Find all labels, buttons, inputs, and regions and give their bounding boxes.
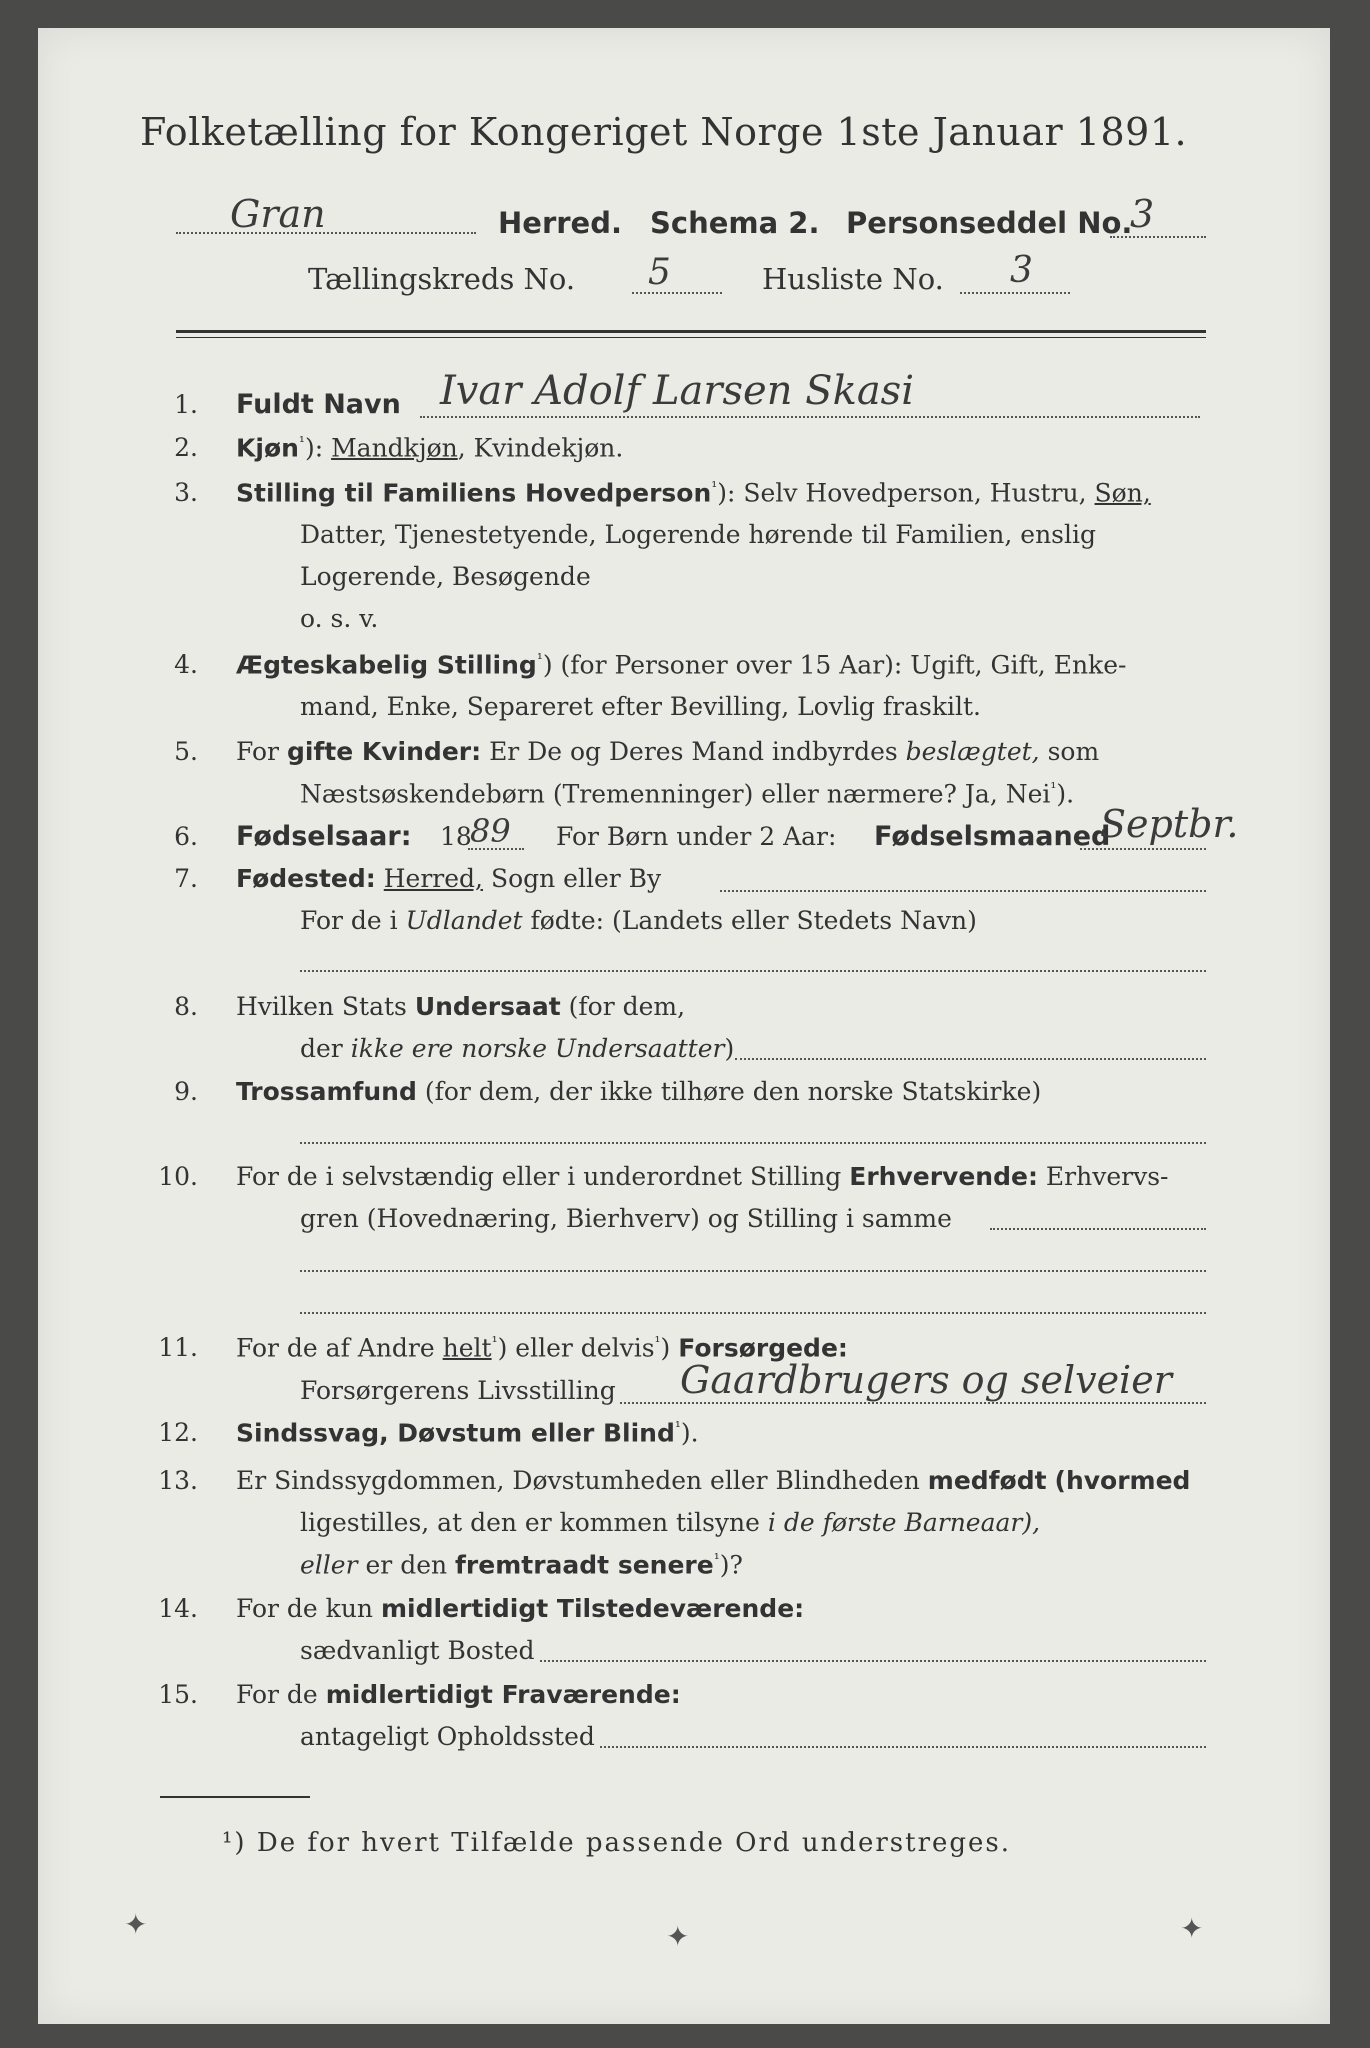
- q9-label: Trossamfund: [236, 1077, 417, 1106]
- q15-line1: [236, 1680, 681, 1709]
- q15-number: 15.: [158, 1680, 198, 1709]
- q12-number: 12.: [158, 1418, 198, 1447]
- q7-text: Sogn eller By: [490, 864, 662, 893]
- q1-name-value: Ivar Adolf Larsen Skasi: [440, 368, 914, 414]
- registration-mark-center: ✦: [666, 1920, 690, 1953]
- q11-sup2: ¹: [654, 1333, 661, 1351]
- herred-label: Herred.: [498, 206, 622, 240]
- q5-line2-text: Næstsøskendebørn (Tremenninger) eller nærmere? Ja, Nei: [300, 779, 1051, 809]
- q5-number: 5.: [174, 737, 198, 766]
- q8-line2: der ikke ere norske Undersaatter): [300, 1034, 735, 1063]
- q7-selected: Herred,: [383, 864, 483, 893]
- q3-line3: Logerende, Besøgende: [300, 562, 591, 591]
- personseddel-value: 3: [1130, 192, 1155, 236]
- header-rule: [176, 330, 1206, 333]
- q2-label: Kjøn: [236, 433, 299, 463]
- q10-number: 10.: [158, 1162, 198, 1191]
- q5-italic: beslægtet,: [905, 737, 1040, 766]
- q4-line2: mand, Enke, Separeret efter Bevilling, Lovlig fraskilt.: [300, 692, 981, 721]
- q6-month-value: Septbr.: [1100, 802, 1239, 846]
- q9-line1: [236, 1077, 1041, 1106]
- q13-line3-italic: eller: [300, 1550, 358, 1580]
- q7-number: 7.: [174, 864, 198, 893]
- q13-line3-a: er den: [365, 1550, 448, 1580]
- q15-text: For de: [236, 1680, 318, 1709]
- footnote-rule: [160, 1796, 310, 1798]
- census-form-page: [38, 28, 1330, 2024]
- q14-line2: sædvanligt Bosted: [300, 1636, 535, 1665]
- q5-text: Er De og Deres Mand indbyrdes: [489, 737, 898, 766]
- q2-sup: ¹: [298, 433, 305, 451]
- q12-label: Sindssvag, Døvstum eller Blind: [236, 1418, 675, 1448]
- footnote-mark: ¹): [222, 1828, 247, 1858]
- q14-label: midlertidigt Tilstedeværende:: [380, 1594, 805, 1623]
- q10-text: For de i selvstændig eller i underordnet Stilling: [236, 1162, 842, 1191]
- q11-text: For de af Andre: [236, 1333, 435, 1363]
- q2-option-other: , Kvindekjøn.: [457, 433, 624, 463]
- q13-line3: eller er den fremtraadt senere$^{^1}$)?: [300, 1550, 743, 1580]
- q13-text: Er Sindssygdommen, Døvstumheden eller Blindheden: [236, 1466, 920, 1495]
- q1-number: 1.: [174, 390, 198, 419]
- q3-number: 3.: [174, 478, 198, 507]
- q10-line2: gren (Hovednæring, Bierhverv) og Stilling i samme: [300, 1204, 952, 1233]
- footnote-text: De for hvert Tilfælde passende Ord understreges.: [256, 1828, 1012, 1858]
- q10-text-b: Erhvervs-: [1045, 1162, 1169, 1191]
- q5-text-b: som: [1047, 737, 1100, 766]
- q13-sup: ¹: [713, 1550, 720, 1568]
- q2-line: Kjøn$^{^1}$): Mandkjøn, Kvindekjøn.: [236, 433, 624, 463]
- q11-selected: helt: [442, 1333, 492, 1363]
- q7-label: Fødested:: [236, 864, 376, 893]
- registration-mark-right: ✦: [1180, 1912, 1204, 1945]
- q11-line2: Forsørgerens Livsstilling: [300, 1376, 616, 1405]
- q6-mid-text: For Børn under 2 Aar:: [556, 822, 837, 851]
- q14-number: 14.: [158, 1594, 198, 1623]
- q6-year-prefix: 18: [440, 822, 472, 851]
- q3-sup: ¹: [711, 478, 718, 496]
- form-title: Folketælling for Kongeriget Norge 1ste Januar 1891.: [140, 110, 1188, 154]
- q6-label: Fødselsaar:: [236, 821, 412, 852]
- q8-label: Undersaat: [414, 992, 561, 1021]
- q11-sup: ¹: [491, 1333, 498, 1351]
- taellingskreds-value: 5: [648, 252, 671, 293]
- q8-line1: [236, 992, 685, 1021]
- personseddel-label: Personseddel No.: [846, 206, 1133, 240]
- q3-text: ): Selv Hovedperson, Hustru,: [717, 478, 1087, 508]
- q2-option-selected: Mandkjøn: [331, 433, 458, 463]
- q1-label: Fuldt Navn: [236, 389, 401, 420]
- q5-pre: For: [236, 737, 279, 766]
- q14-line1: [236, 1594, 804, 1623]
- q2-number: 2.: [174, 433, 198, 462]
- q5-label: gifte Kvinder:: [286, 737, 482, 766]
- q4-sup: ¹: [536, 650, 543, 668]
- q4-text: ) (for Personer over 15 Aar): Ugift, Gift, Enke-: [542, 650, 1127, 680]
- q11-number: 11.: [158, 1333, 198, 1362]
- schema-label: Schema 2.: [650, 206, 820, 240]
- q3-line1: [236, 478, 1151, 507]
- q13-number: 13.: [158, 1466, 198, 1495]
- q11-text-b: ) eller delvis: [497, 1333, 655, 1363]
- q13-line3-label: fremtraadt senere: [455, 1550, 714, 1580]
- q4-line1: [236, 650, 1126, 679]
- husliste-label: Husliste No.: [762, 262, 944, 296]
- q5-line1: [236, 737, 1099, 766]
- q15-label: midlertidigt Fraværende:: [325, 1680, 681, 1709]
- q10-label: Erhvervende:: [849, 1162, 1038, 1191]
- footnote: [222, 1828, 1011, 1858]
- header-rule-thin: [176, 337, 1206, 338]
- q13-label: medfødt: [927, 1466, 1047, 1495]
- husliste-value: 3: [1010, 250, 1033, 291]
- q7-line2-b: fødte: (Landets eller Stedets Navn): [530, 906, 977, 935]
- q13-line2: [300, 1508, 1040, 1537]
- q9-text: (for dem, der ikke tilhøre den norske Statskirke): [424, 1077, 1042, 1106]
- q6-year-value: 89: [470, 812, 511, 850]
- q3-line4: o. s. v.: [300, 604, 379, 633]
- q12-line1: Sindssvag, Døvstum eller Blind$^{^1}$).: [236, 1418, 699, 1448]
- q13-text-b: (hvormed: [1054, 1466, 1191, 1495]
- q8-number: 8.: [174, 992, 198, 1021]
- q5-line2: Næstsøskendebørn (Tremenninger) eller nærmere? Ja, Nei$^{^1}$).: [300, 779, 1075, 809]
- q5-sup: ¹: [1050, 779, 1057, 797]
- q4-label: Ægteskabelig Stilling: [236, 650, 537, 680]
- registration-mark-left: ✦: [124, 1908, 148, 1941]
- q15-line2: antageligt Opholdssted: [300, 1722, 595, 1751]
- q3-label: Stilling til Familiens Hovedperson: [236, 478, 712, 508]
- q14-text: For de kun: [236, 1594, 374, 1623]
- q8-line2-a: der: [300, 1034, 343, 1063]
- q11-label: Forsørgede:: [678, 1333, 848, 1363]
- q3-selected: Søn,: [1094, 478, 1151, 508]
- q8-text: Hvilken Stats: [236, 992, 407, 1021]
- q13-line2-a: ligestilles, at den er kommen tilsyne: [300, 1508, 760, 1537]
- q4-number: 4.: [174, 650, 198, 679]
- q7-line2-a: For de i: [300, 906, 398, 935]
- q10-line1: [236, 1162, 1168, 1191]
- q7-line2-italic: Udlandet: [405, 906, 523, 935]
- q12-sup: ¹: [674, 1418, 681, 1436]
- q9-number: 9.: [174, 1077, 198, 1106]
- q13-line2-italic: i de første Barneaar),: [767, 1508, 1041, 1537]
- q7-line1: [236, 864, 661, 893]
- q13-line1: [236, 1466, 1190, 1495]
- q7-line2: [300, 906, 977, 935]
- q6-number: 6.: [174, 822, 198, 851]
- taellingskreds-label: Tællingskreds No.: [308, 262, 576, 296]
- q3-line2: Datter, Tjenestetyende, Logerende hørende til Familien, enslig: [300, 520, 1097, 549]
- q8-line2-italic: ikke ere norske Undersaatter: [350, 1034, 725, 1063]
- q6-month-label: Fødselsmaaned: [874, 821, 1111, 852]
- herred-value: Gran: [230, 192, 326, 236]
- q8-text-b: (for dem,: [568, 992, 686, 1021]
- q11-value: Gaardbrugers og selveier: [680, 1358, 1172, 1402]
- q11-line1: For de af Andre helt$^{^1}$) eller delvis$^{^1}$) Forsørgede:: [236, 1333, 848, 1363]
